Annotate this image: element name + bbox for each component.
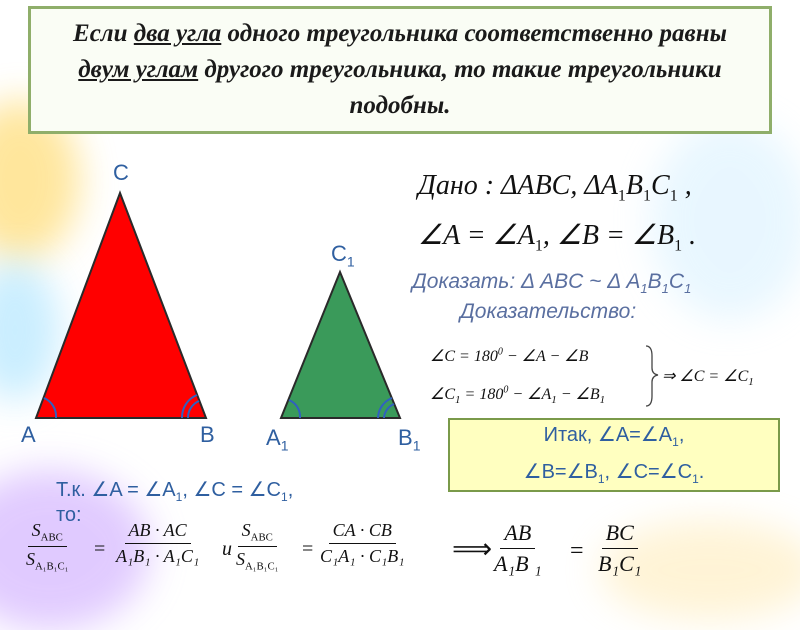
proof-line-1: ∠C = $180^0$ − ∠A − ∠B xyxy=(430,346,589,365)
proof-result: ⇒ ∠C = $\angle C_1$ xyxy=(662,368,754,389)
theorem-part: другого треугольника, то такие треугольники подобны. xyxy=(198,56,722,119)
side-ratio-ab: $\frac{AB}{\text{A₁B ₁}}$ xyxy=(494,520,542,576)
theorem-part: одного треугольника соответственно равны xyxy=(221,20,727,47)
vertex-c1-label: $C_1$ xyxy=(331,241,355,270)
since-statement: Т.к. ∠A = $\angle A_1$, ∠C = $\angle C_1$, xyxy=(56,479,294,504)
equals-sign: = xyxy=(570,538,584,564)
brace xyxy=(646,346,658,406)
angle-a-arc xyxy=(44,398,56,418)
theorem-underlined: два угла xyxy=(133,20,222,47)
conclusion-line-2: $\angle B=\angle B_1$, $\angle C=\angle C_1$. xyxy=(523,461,705,486)
theorem-part: Если xyxy=(73,20,134,47)
area-ratio-1: $S_{ABC}$ $S_{A_1B_1C_1}$ xyxy=(26,520,69,573)
vertex-b-label: B xyxy=(200,422,215,447)
area-ratio-2: $S_{ABC}$ $S_{A_1B_1C_1}$ xyxy=(236,520,279,573)
theorem-text xyxy=(31,16,769,124)
vertex-a-label: A xyxy=(21,422,36,447)
implies-arrow: ⟹ xyxy=(452,534,493,565)
angle-b-arc-1 xyxy=(182,395,197,418)
angle-b1-arc-1 xyxy=(378,398,392,418)
equals-sign: = xyxy=(302,538,314,560)
angle-a1-arc xyxy=(289,400,300,418)
vertex-c-label: C xyxy=(113,160,129,185)
prove-statement: Доказать: Δ ABC ~ Δ $A_1B_1C_1$ xyxy=(412,270,692,297)
proof-line-2: $\angle C_1 = 180^0$ − $\angle A_1$ − $\angle B_1$ xyxy=(430,384,606,407)
theorem-box xyxy=(28,6,772,134)
side-ratio-bc: $\frac{BC}{\text{B₁C₁}}$ xyxy=(598,520,642,576)
angle-b1-arc-2 xyxy=(384,404,394,418)
product-ratio-2: $\frac{CA \cdot CB}{\text{C₁A₁ · C₁B₁}}$ xyxy=(320,520,405,566)
given-line-1: Дано : ΔABC, $\Delta A_1B_1C_1$ , xyxy=(418,170,692,205)
since-then: то: xyxy=(56,504,82,526)
angle-b-arc-2 xyxy=(188,401,199,418)
conclusion-box xyxy=(448,418,780,492)
conclusion-line-1: Итак, $\angle A=\angle A_1$, xyxy=(543,424,685,449)
product-ratio-1: $\frac{AB \cdot AC}{\text{A₁B₁ · A₁C₁}}$ xyxy=(116,520,200,566)
vertex-a1-label: $A_1$ xyxy=(266,425,289,454)
triangle-a1b1c1 xyxy=(281,272,400,418)
equals-sign: = xyxy=(94,538,106,560)
given-line-2: ∠A = $\angle A_1$, ∠B = $\angle B_1$ . xyxy=(418,220,697,255)
proof-title: Доказательство: xyxy=(460,300,637,323)
and-word: и xyxy=(222,538,232,560)
theorem-underlined: двум углам xyxy=(78,56,199,83)
vertex-b1-label: $B_1$ xyxy=(398,425,421,454)
